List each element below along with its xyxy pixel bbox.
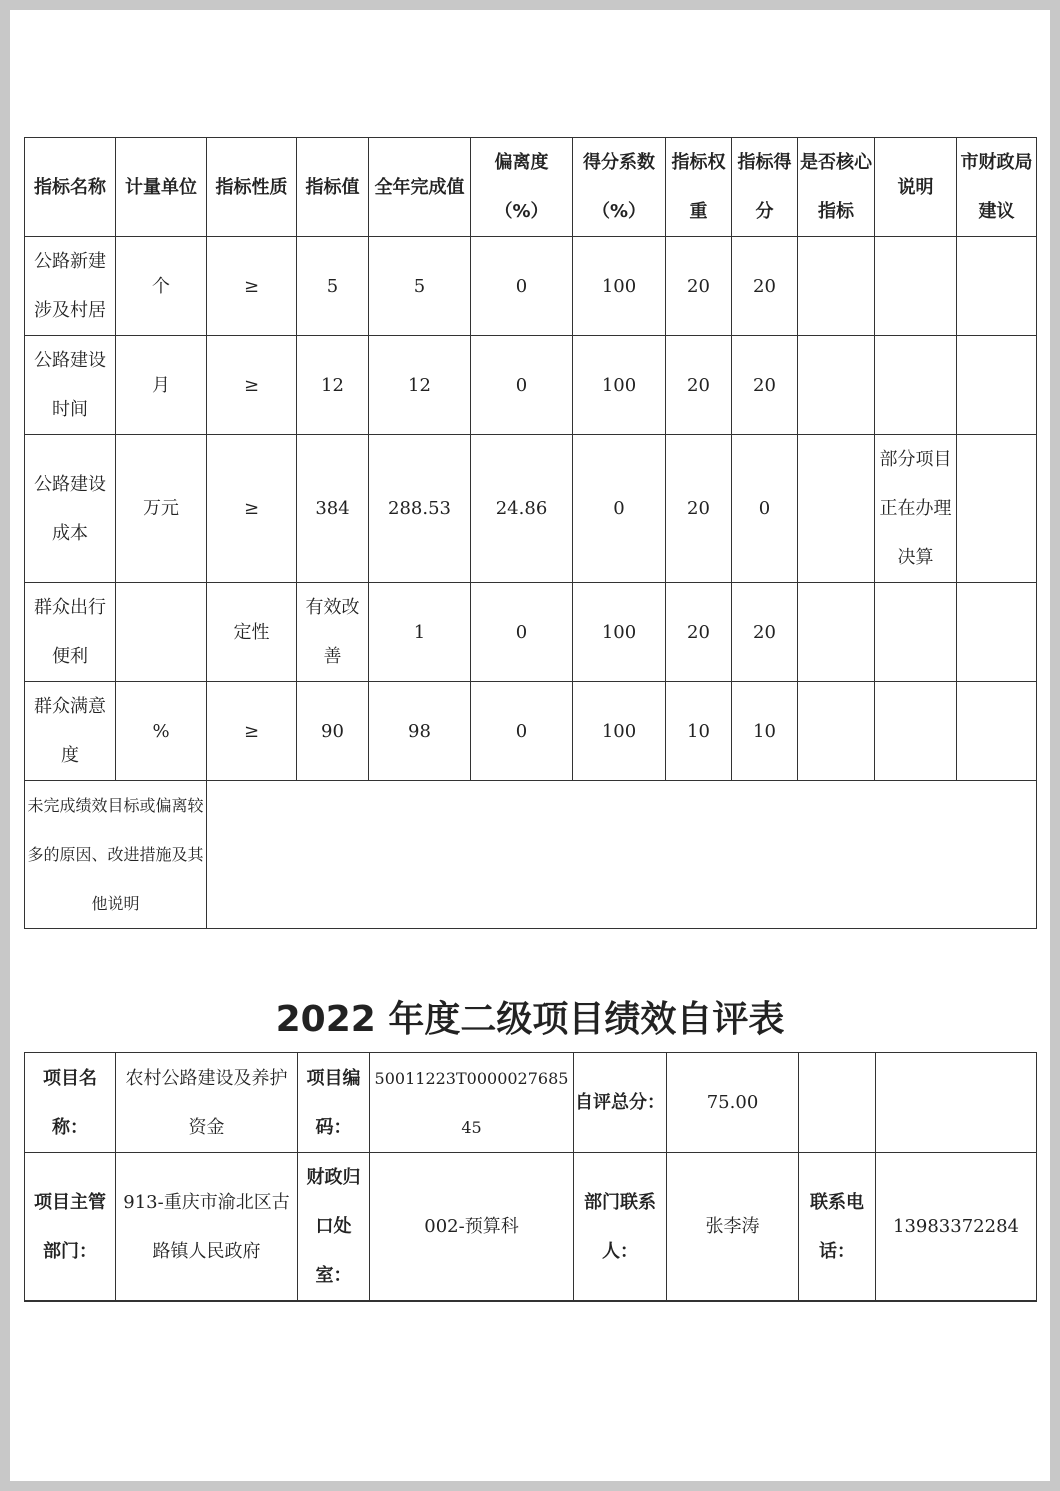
document-page — [10, 10, 1050, 1481]
table-cell: 万元 — [116, 435, 207, 583]
table-cell: ≥ — [207, 336, 297, 435]
department-label: 项目主管部门： — [25, 1153, 116, 1302]
table-cell: 群众出行便利 — [25, 583, 116, 682]
table-cell: 100 — [573, 237, 666, 336]
table-cell: 12 — [369, 336, 471, 435]
table-cell: % — [116, 682, 207, 781]
table-cell: 90 — [297, 682, 369, 781]
table-row — [25, 583, 1037, 682]
table-row — [25, 435, 1037, 583]
table-cell: ≥ — [207, 435, 297, 583]
header-score: 指标得分 — [732, 138, 798, 237]
table-cell — [798, 237, 875, 336]
project-code-value: 50011223T000002768545 — [370, 1053, 574, 1153]
table-cell: 100 — [573, 682, 666, 781]
total-score-label: 自评总分： — [574, 1053, 667, 1153]
phone-label: 联系电话： — [799, 1153, 876, 1302]
table-cell: 0 — [471, 336, 573, 435]
table-cell — [798, 435, 875, 583]
total-score-value: 75.00 — [667, 1053, 799, 1153]
table-cell: 12 — [297, 336, 369, 435]
table-cell: ≥ — [207, 237, 297, 336]
table-cell — [798, 682, 875, 781]
table-cell — [957, 583, 1037, 682]
explanation-value — [207, 781, 1037, 929]
table-row — [25, 336, 1037, 435]
table-cell: 288.53 — [369, 435, 471, 583]
table-cell: 5 — [369, 237, 471, 336]
header-nature: 指标性质 — [207, 138, 297, 237]
table-cell: 5 — [297, 237, 369, 336]
table-row — [25, 237, 1037, 336]
table-cell: 10 — [732, 682, 798, 781]
explanation-label: 未完成绩效目标或偏离较多的原因、改进措施及其他说明 — [25, 781, 207, 929]
department-value: 913-重庆市渝北区古路镇人民政府 — [116, 1153, 298, 1302]
table-cell: 100 — [573, 336, 666, 435]
phone-value: 13983372284 — [876, 1153, 1037, 1302]
table-cell: 0 — [573, 435, 666, 583]
header-finance-bureau-advice: 市财政局建议 — [957, 138, 1037, 237]
header-annual-actual: 全年完成值 — [369, 138, 471, 237]
header-weight: 指标权重 — [666, 138, 732, 237]
project-name-value: 农村公路建设及养护资金 — [116, 1053, 298, 1153]
table-cell: 20 — [666, 583, 732, 682]
performance-metrics-table — [24, 137, 1037, 929]
table-cell: 有效改善 — [297, 583, 369, 682]
table-cell: 1 — [369, 583, 471, 682]
table-cell — [875, 336, 957, 435]
form-title: 2022 年度二级项目绩效自评表 — [275, 999, 785, 1040]
metrics-header-row — [25, 138, 1037, 237]
table-row — [25, 682, 1037, 781]
table-cell: 0 — [471, 682, 573, 781]
table-cell — [875, 237, 957, 336]
table-cell: 24.86 — [471, 435, 573, 583]
info-row-department — [25, 1153, 1037, 1302]
header-core-indicator: 是否核心指标 — [798, 138, 875, 237]
table-cell: 20 — [732, 237, 798, 336]
table-cell: 100 — [573, 583, 666, 682]
table-cell — [116, 583, 207, 682]
table-cell: 群众满意度 — [25, 682, 116, 781]
table-cell — [957, 237, 1037, 336]
contact-person-label: 部门联系人： — [574, 1153, 667, 1302]
project-code-label: 项目编码： — [298, 1053, 370, 1153]
finance-office-value: 002-预算科 — [370, 1153, 574, 1302]
table-cell: 0 — [471, 583, 573, 682]
table-cell — [875, 583, 957, 682]
finance-office-label: 财政归口处室： — [298, 1153, 370, 1302]
table-cell: 0 — [471, 237, 573, 336]
table-cell — [957, 435, 1037, 583]
table-cell: 98 — [369, 682, 471, 781]
table-cell: 定性 — [207, 583, 297, 682]
table-cell — [957, 336, 1037, 435]
header-deviation: 偏离度（%） — [471, 138, 573, 237]
project-name-label: 项目名称： — [25, 1053, 116, 1153]
table-cell — [957, 682, 1037, 781]
table-cell: 384 — [297, 435, 369, 583]
table-cell: 20 — [732, 583, 798, 682]
empty-cell — [799, 1053, 876, 1153]
empty-cell — [876, 1053, 1037, 1153]
header-score-coefficient: 得分系数（%） — [573, 138, 666, 237]
table-cell — [798, 336, 875, 435]
table-cell: 20 — [666, 336, 732, 435]
table-cell: 公路新建涉及村居 — [25, 237, 116, 336]
table-cell: 公路建设时间 — [25, 336, 116, 435]
info-row-project — [25, 1053, 1037, 1153]
table-cell: 月 — [116, 336, 207, 435]
table-cell — [875, 682, 957, 781]
table-cell: 10 — [666, 682, 732, 781]
table-cell: 20 — [666, 237, 732, 336]
table-cell: 20 — [732, 336, 798, 435]
table-cell: 0 — [732, 435, 798, 583]
table-cell: ≥ — [207, 682, 297, 781]
header-target-value: 指标值 — [297, 138, 369, 237]
explanation-row — [25, 781, 1037, 929]
project-info-table — [24, 1052, 1037, 1302]
table-cell: 20 — [666, 435, 732, 583]
header-indicator-name: 指标名称 — [25, 138, 116, 237]
table-cell: 部分项目正在办理决算 — [875, 435, 957, 583]
contact-person-value: 张李涛 — [667, 1153, 799, 1302]
table-cell — [798, 583, 875, 682]
table-cell: 公路建设成本 — [25, 435, 116, 583]
header-unit: 计量单位 — [116, 138, 207, 237]
header-remarks: 说明 — [875, 138, 957, 237]
table-cell: 个 — [116, 237, 207, 336]
